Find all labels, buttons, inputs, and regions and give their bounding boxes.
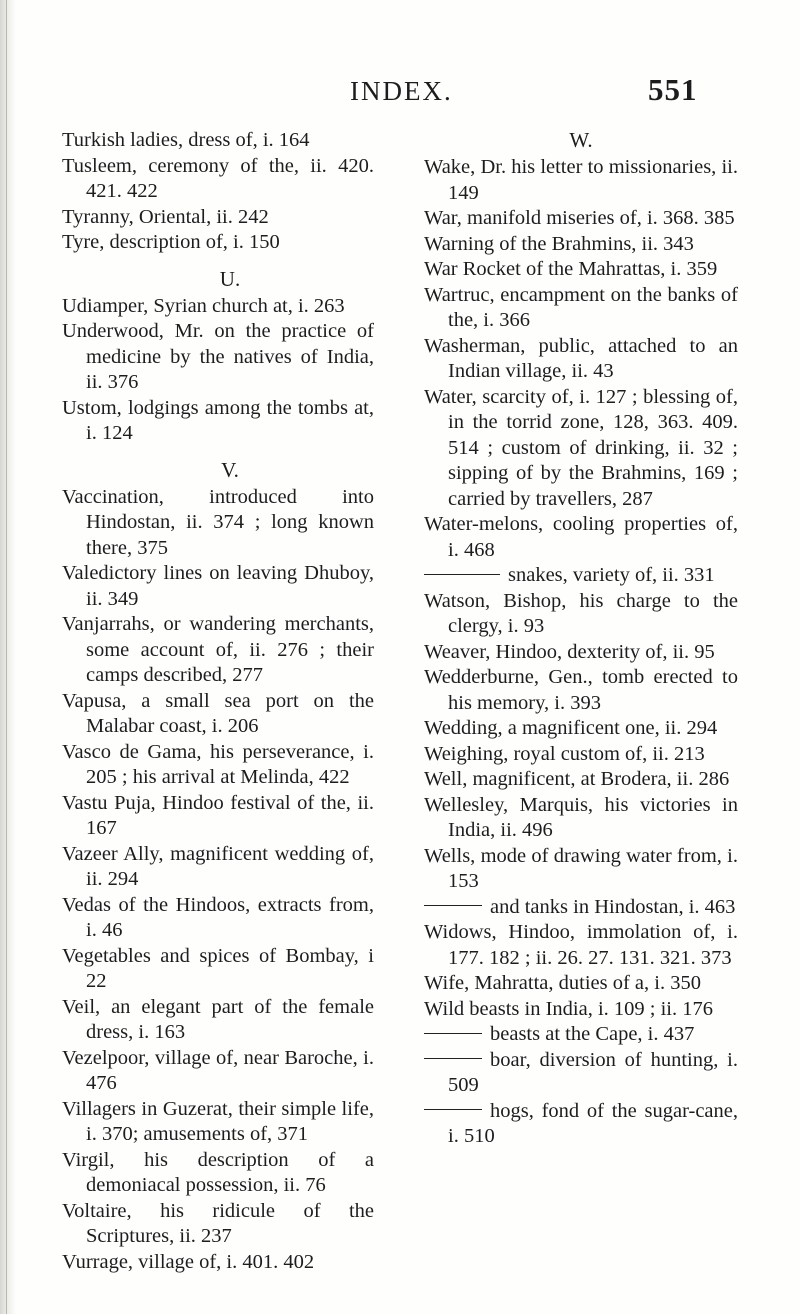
index-entry: Weighing, royal custom of, ii. 213 <box>424 742 705 765</box>
index-entry: Watson, Bishop, his charge to the clergy, i. 93 <box>424 589 738 637</box>
index-entry: Vazeer Ally, magnificent wedding of, ii. 294 <box>62 842 374 890</box>
subentry-text: hogs, fond of the sugar-cane, i. 510 <box>448 1099 738 1147</box>
index-entry: Water-melons, cooling properties of, i. 468 <box>424 513 738 561</box>
index-entry: War Rocket of the Mahrattas, i. 359 <box>424 258 718 280</box>
index-entry: Vedas of the Hindoos, extracts from, i. 46 <box>62 893 374 941</box>
index-entry: Tusleem, ceremony of the, ii. 420. 421. 422 <box>62 154 374 202</box>
index-entry: Vapusa, a small sea port on the Malabar coast, i. 206 <box>62 689 374 737</box>
index-entry: Widows, Hindoo, immolation of, i. 177. 182 ; ii. 26. 27. 131. 321. 373 <box>424 921 738 969</box>
index-entry: Villagers in Guzerat, their simple life, i. 370; amusements of, 371 <box>62 1097 374 1145</box>
index-entry: Veil, an elegant part of the female dress, i. 163 <box>62 995 374 1043</box>
subentry-text: snakes, variety of, ii. 331 <box>508 564 715 586</box>
index-entry: Vaccination, introduced into Hindostan, ii. 374 ; long known there, 375 <box>62 485 374 559</box>
index-entry: Wellesley, Marquis, his victories in India, ii. 496 <box>424 793 738 841</box>
ditto-dash <box>424 905 482 906</box>
index-entry: Voltaire, his ridicule of the Scriptures, ii. 237 <box>62 1199 374 1247</box>
index-entry: Well, magnificent, at Brodera, ii. 286 <box>424 768 730 790</box>
section-heading-u: U. <box>219 266 241 291</box>
right-column <box>424 128 738 1150</box>
index-entry: Wild beasts in India, i. 109 ; ii. 176 <box>424 997 713 1020</box>
index-entry: Vezelpoor, village of, near Baroche, i. 476 <box>62 1046 374 1094</box>
book-spine-shadow <box>0 0 16 1314</box>
ditto-dash <box>424 1033 482 1034</box>
index-entry: Udiamper, Syrian church at, i. 263 <box>62 294 345 317</box>
section-heading-w: W. <box>569 128 593 152</box>
index-subentry <box>424 1048 738 1099</box>
index-entry: War, manifold miseries of, i. 368. 385 <box>424 207 735 229</box>
index-entry: Vasco de Gama, his perseverance, i. 205 ; his arrival at Melinda, 422 <box>62 740 374 788</box>
index-subentry <box>424 1099 738 1150</box>
index-entry: Vegetables and spices of Bombay, i 22 <box>62 944 374 992</box>
subentry-text: boar, diversion of hunting, i. 509 <box>448 1048 738 1096</box>
index-entry: Wedderburne, Gen., tomb erected to his memory, i. 393 <box>424 666 738 714</box>
subentry-text: beasts at the Cape, i. 437 <box>490 1023 695 1045</box>
index-subentry <box>424 563 738 589</box>
ditto-dash <box>424 1058 482 1059</box>
index-entry: Underwood, Mr. on the practice of medicine by the natives of India, ii. 376 <box>62 320 374 393</box>
index-entry: Wedding, a magnificent one, ii. 294 <box>424 717 718 739</box>
ditto-dash <box>424 574 500 575</box>
index-entry: Vurrage, village of, i. 401. 402 <box>62 1250 315 1273</box>
index-entry: Wake, Dr. his letter to missionaries, ii. 149 <box>424 156 738 204</box>
index-entry: Valedictory lines on leaving Dhuboy, ii. 349 <box>62 562 374 610</box>
index-entry: Virgil, his description of a demoniacal possession, ii. 76 <box>62 1148 374 1196</box>
running-header: INDEX. <box>350 76 453 106</box>
index-entry: Warning of the Brahmins, ii. 343 <box>424 232 694 255</box>
index-entry: Washerman, public, attached to an Indian village, ii. 43 <box>424 334 738 382</box>
index-entry: Wells, mode of drawing water from, i. 153 <box>424 844 738 892</box>
ditto-dash <box>424 1109 482 1110</box>
index-entry: Wartruc, encampment on the banks of the, i. 366 <box>424 283 738 331</box>
page-number: 551 <box>648 72 698 107</box>
left-column <box>62 128 374 1275</box>
index-entry: Wife, Mahratta, duties of a, i. 350 <box>424 972 701 994</box>
index-entry: Turkish ladies, dress of, i. 164 <box>62 129 310 151</box>
index-entry: Tyranny, Oriental, ii. 242 <box>62 205 269 228</box>
index-subentry <box>424 1022 738 1048</box>
index-entry: Vastu Puja, Hindoo festival of the, ii. 167 <box>62 791 374 839</box>
index-entry: Water, scarcity of, i. 127 ; blessing of, in the torrid zone, 128, 363. 409. 514 ; custom of drinking, ii. 32 ; sipping of by the Brahmins, 169 ; carried by travellers, 287 <box>424 385 738 510</box>
index-entry: Vanjarrahs, or wandering merchants, some account of, ii. 276 ; their camps described, 277 <box>62 613 374 686</box>
section-heading-v: V. <box>221 457 239 482</box>
index-entry: Tyre, description of, i. 150 <box>62 231 280 253</box>
index-entry: Ustom, lodgings among the tombs at, i. 124 <box>62 396 374 444</box>
index-entry: Weaver, Hindoo, dexterity of, ii. 95 <box>424 640 715 663</box>
index-subentry <box>424 895 738 921</box>
subentry-text: and tanks in Hindostan, i. 463 <box>490 895 736 918</box>
